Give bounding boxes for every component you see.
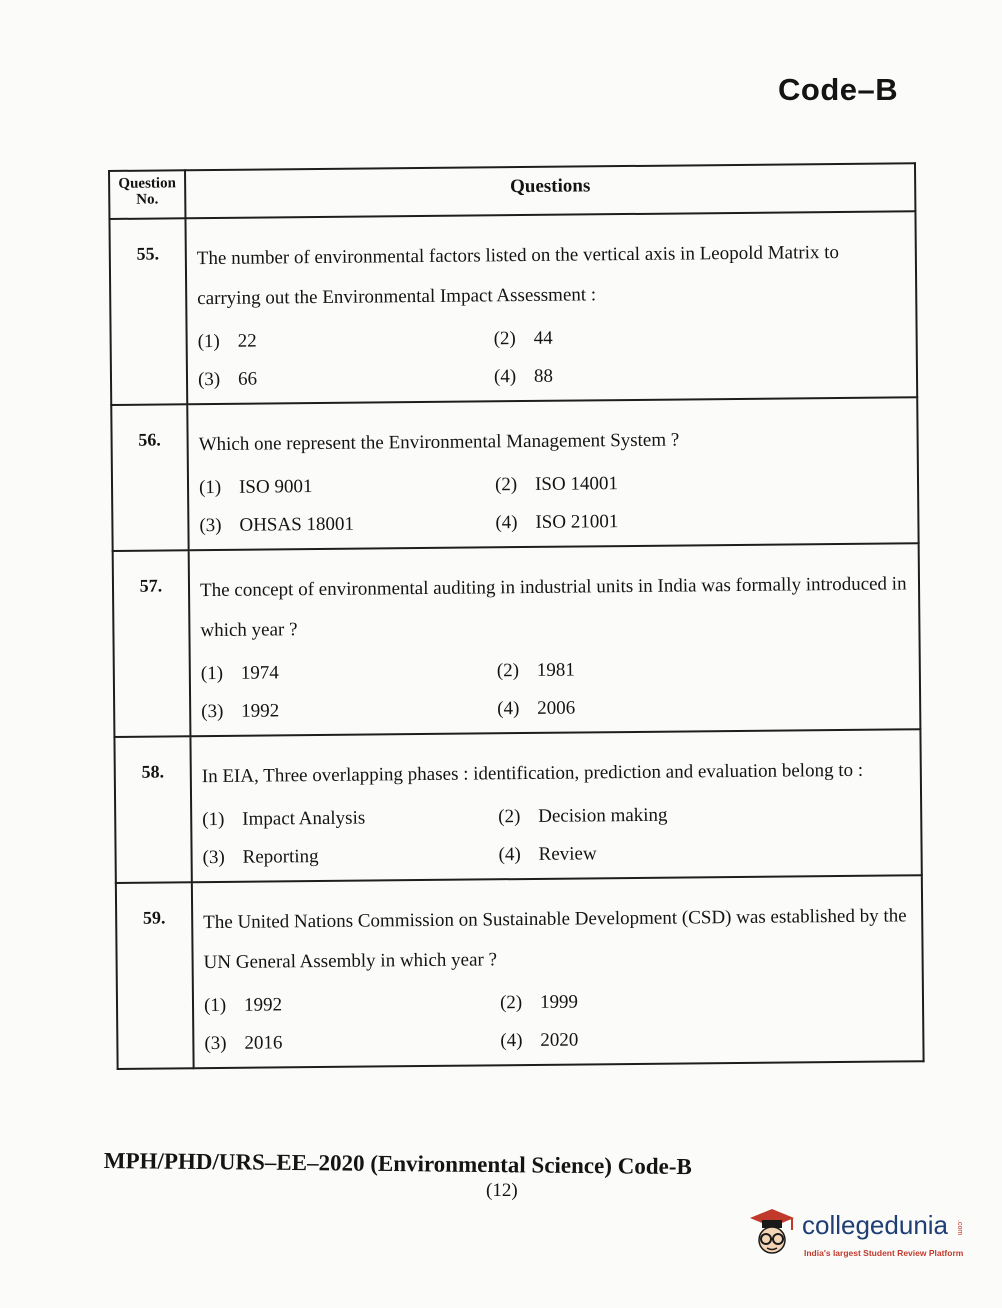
- answer-option: [203, 844, 499, 869]
- question-row: [113, 543, 921, 737]
- question-row: [116, 875, 924, 1069]
- answer-option: [494, 324, 908, 350]
- option-text: 1999: [539, 991, 579, 1013]
- question-sheet: [108, 162, 925, 1070]
- answer-option: [497, 694, 911, 720]
- questions-header: Questions: [185, 163, 915, 218]
- option-number: (2): [494, 474, 518, 496]
- question-row: [109, 211, 917, 405]
- option-number: (4): [495, 512, 518, 534]
- option-number: (4): [497, 698, 520, 720]
- option-number: (1): [200, 662, 224, 685]
- answer-option: [495, 508, 909, 534]
- question-number: 56.: [111, 404, 188, 551]
- option-number: (4): [493, 366, 517, 388]
- answer-option: [500, 1026, 914, 1052]
- answer-option: [202, 806, 498, 831]
- answer-option: [199, 474, 495, 499]
- option-number: (2): [499, 992, 523, 1014]
- option-number: (1): [197, 330, 220, 353]
- footer-title: MPH/PHD/URS–EE–2020 (Environmental Science) Code-B: [103, 1148, 692, 1180]
- question-row: [111, 397, 918, 551]
- option-number: (3): [202, 846, 225, 869]
- question-number-header: Question No.: [109, 170, 185, 219]
- answer-option: [198, 366, 494, 391]
- question-text: The number of environmental factors listed on the vertical axis in Leopold Matrix to carrying out the Environmental Impact Assessment :: [196, 241, 840, 310]
- question-number: 55.: [109, 218, 187, 405]
- option-number: (2): [498, 806, 521, 828]
- answer-option: [199, 512, 495, 537]
- option-number: (3): [201, 700, 224, 723]
- option-text: 1981: [536, 659, 575, 681]
- option-number: (2): [496, 660, 520, 682]
- answer-option: [198, 328, 494, 353]
- answer-option: [498, 840, 912, 866]
- question-number: 59.: [116, 882, 194, 1069]
- brand-watermark: [744, 1206, 974, 1266]
- question-text: Which one represent the Environmental Management System ?: [198, 429, 680, 456]
- question-body: [192, 875, 924, 1068]
- question-rows: [109, 211, 923, 1069]
- brand-tagline: India's largest Student Review Platform: [804, 1248, 964, 1258]
- answer-option: [500, 988, 914, 1014]
- option-text: 1992: [241, 700, 280, 722]
- option-text: Review: [538, 843, 597, 865]
- option-text: ISO 14001: [534, 473, 619, 495]
- brand-name: collegedunia: [802, 1210, 949, 1240]
- option-number: (1): [202, 808, 225, 831]
- question-body: [187, 397, 918, 550]
- answer-option: [494, 362, 908, 388]
- option-number: (1): [203, 994, 227, 1017]
- brand-domain: .com: [956, 1220, 963, 1236]
- option-text: 22: [237, 330, 257, 352]
- option-text: 88: [533, 365, 554, 387]
- option-text: 66: [237, 368, 258, 390]
- option-number: (4): [500, 1030, 523, 1052]
- option-text: 1974: [240, 662, 279, 684]
- graduate-mascot-icon: [744, 1206, 800, 1262]
- answer-option: [201, 660, 497, 685]
- option-number: (1): [198, 476, 222, 499]
- answer-option: [495, 470, 909, 496]
- option-text: 1992: [243, 994, 283, 1016]
- option-number: (3): [199, 514, 222, 537]
- option-text: Decision making: [538, 804, 668, 827]
- option-text: Impact Analysis: [242, 807, 366, 830]
- option-number: (4): [498, 844, 521, 866]
- page-number: (12): [486, 1180, 518, 1201]
- option-number: (2): [493, 328, 516, 350]
- question-number: 57.: [113, 550, 191, 737]
- question-text: In EIA, Three overlapping phases : identification, prediction and evaluation belong to :: [201, 759, 864, 788]
- option-text: Reporting: [242, 846, 319, 868]
- option-text: OHSAS 18001: [239, 513, 355, 536]
- options-grid: [199, 470, 910, 537]
- options-grid: [201, 656, 912, 723]
- option-number: (3): [204, 1032, 227, 1055]
- question-body: [189, 543, 921, 736]
- option-text: 2016: [244, 1032, 283, 1054]
- question-text: The United Nations Commission on Sustainable Development (CSD) was established by the UN General Assembly in which year ?: [203, 905, 907, 974]
- table-header-row: [109, 163, 915, 219]
- question-number: 58.: [114, 736, 191, 883]
- options-grid: [202, 802, 913, 869]
- question-body: [190, 729, 921, 882]
- option-text: 2006: [537, 697, 576, 719]
- answer-option: [498, 802, 912, 828]
- options-grid: [198, 324, 909, 391]
- answer-option: [204, 1030, 500, 1055]
- answer-option: [204, 992, 500, 1017]
- question-text: The concept of environmental auditing in industrial units in India was formally introduced in which year ?: [199, 573, 907, 642]
- option-number: (3): [197, 368, 221, 391]
- answer-option: [201, 698, 497, 723]
- question-table: [108, 162, 925, 1070]
- option-text: ISO 21001: [535, 511, 619, 533]
- options-grid: [204, 988, 915, 1055]
- paper-code: Code–B: [778, 72, 899, 107]
- option-text: ISO 9001: [238, 476, 313, 498]
- question-body: [185, 211, 917, 404]
- answer-option: [497, 656, 911, 682]
- option-text: 44: [533, 327, 553, 349]
- option-text: 2020: [540, 1029, 579, 1051]
- question-row: [114, 729, 921, 883]
